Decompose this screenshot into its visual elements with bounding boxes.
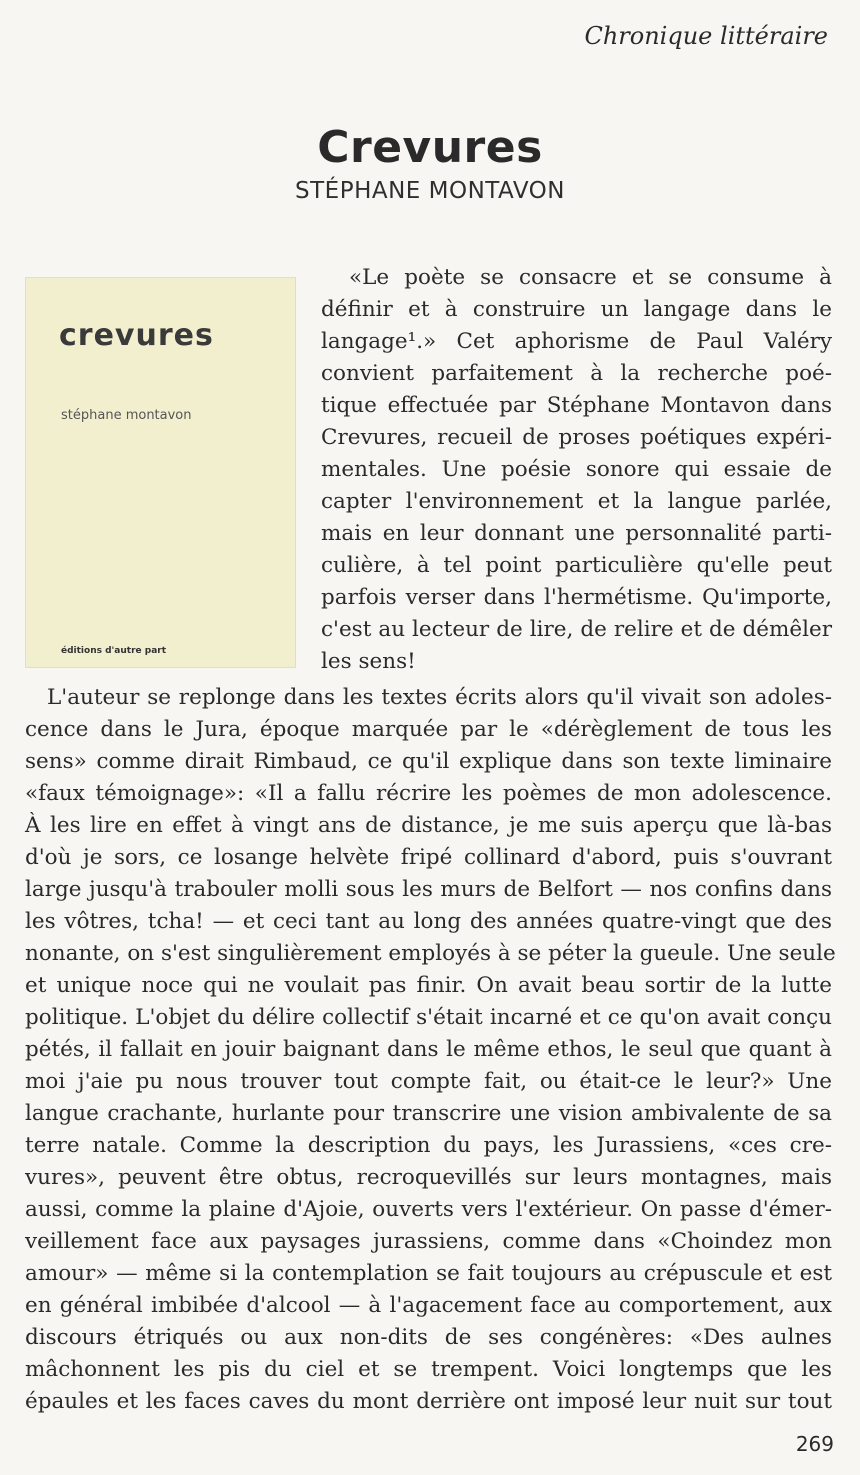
intro-line: mentales. Une poésie sonore qui essaie de: [321, 457, 832, 482]
body-line: terre natale. Comme la description du pays, les Jurassiens, «ces cre-: [25, 1133, 832, 1158]
article-author: STÉPHANE MONTAVON: [295, 178, 565, 204]
intro-line: les sens!: [321, 649, 416, 674]
body-line: amour» — même si la contemplation se fait toujours au crépuscule et est: [25, 1261, 832, 1286]
cover-publisher: éditions d'autre part: [61, 646, 167, 656]
body-line: À les lire en effet à vingt ans de distance, je me suis aperçu que là-bas: [25, 813, 832, 838]
body-line: aussi, comme la plaine d'Ajoie, ouverts vers l'extérieur. On passe d'émer-: [25, 1197, 832, 1222]
intro-line: définir et à construire un langage dans le: [321, 297, 832, 322]
body-line: en général imbibée d'alcool — à l'agacement face au comportement, aux: [25, 1293, 832, 1318]
page-number: 269: [795, 1432, 834, 1456]
body-line: et unique noce qui ne voulait pas finir. On avait beau sortir de la lutte: [25, 973, 832, 998]
intro-line: «Le poète se consacre et se consume à: [349, 265, 832, 290]
article-title: Crevures: [317, 122, 543, 173]
body-line: les vôtres, tcha! — et ceci tant au long des années quatre-vingt que des: [25, 909, 832, 934]
body-line: moi j'aie pu nous trouver tout compte fait, ou était-ce le leur?» Une: [25, 1069, 832, 1094]
body-line: sens» comme dirait Rimbaud, ce qu'il explique dans son texte liminaire: [25, 749, 832, 774]
body-line: langue crachante, hurlante pour transcrire une vision ambivalente de sa: [25, 1101, 832, 1126]
body-line: veillement face aux paysages jurassiens, comme dans «Choindez mon: [25, 1229, 832, 1254]
body-line: large jusqu'à trabouler molli sous les murs de Belfort — nos confins dans: [25, 877, 832, 902]
cover-author: stéphane montavon: [61, 408, 192, 423]
body-line: «faux témoignage»: «Il a fallu récrire les poèmes de mon adolescence.: [25, 781, 832, 806]
body-line: pétés, il fallait en jouir baignant dans le même ethos, le seul que quant à: [25, 1037, 832, 1062]
intro-line: convient parfaitement à la recherche poé-: [321, 361, 832, 386]
body-line: L'auteur se replonge dans les textes écrits alors qu'il vivait son adoles-: [47, 685, 832, 710]
body-line: cence dans le Jura, époque marquée par le «dérèglement de tous les: [25, 717, 832, 742]
cover-title: crevures: [59, 318, 214, 353]
body-line: politique. L'objet du délire collectif s'était incarné et ce qu'on avait conçu: [25, 1005, 832, 1030]
body-line: épaules et les faces caves du mont derrière ont imposé leur nuit sur tout: [25, 1389, 832, 1414]
intro-line: tique effectuée par Stéphane Montavon dans: [321, 393, 832, 418]
intro-line: mais en leur donnant une personnalité parti-: [321, 521, 832, 546]
body-line: discours étriqués ou aux non-dits de ses congénères: «Des aulnes: [25, 1325, 832, 1350]
running-head: Chronique littéraire: [584, 22, 828, 50]
intro-line: langage¹.» Cet aphorisme de Paul Valéry: [321, 329, 832, 354]
intro-line: c'est au lecteur de lire, de relire et de démêler: [321, 617, 832, 642]
intro-line: culière, à tel point particulière qu'elle peut: [321, 553, 832, 578]
body-line: vures», peuvent être obtus, recroquevillés sur leurs montagnes, mais: [25, 1165, 832, 1190]
body-line: nonante, on s'est singulièrement employés à se péter la gueule. Une seule: [25, 941, 836, 966]
intro-line: capter l'environnement et la langue parlée,: [321, 489, 832, 514]
intro-line: Crevures, recueil de proses poétiques expéri-: [321, 425, 832, 450]
body-line: d'où je sors, ce losange helvète fripé collinard d'abord, puis s'ouvrant: [25, 845, 832, 870]
body-line: mâchonnent les pis du ciel et se trempent. Voici longtemps que les: [25, 1357, 832, 1382]
intro-line: parfois verser dans l'hermétisme. Qu'importe,: [321, 585, 832, 610]
book-cover-image: [25, 277, 296, 668]
